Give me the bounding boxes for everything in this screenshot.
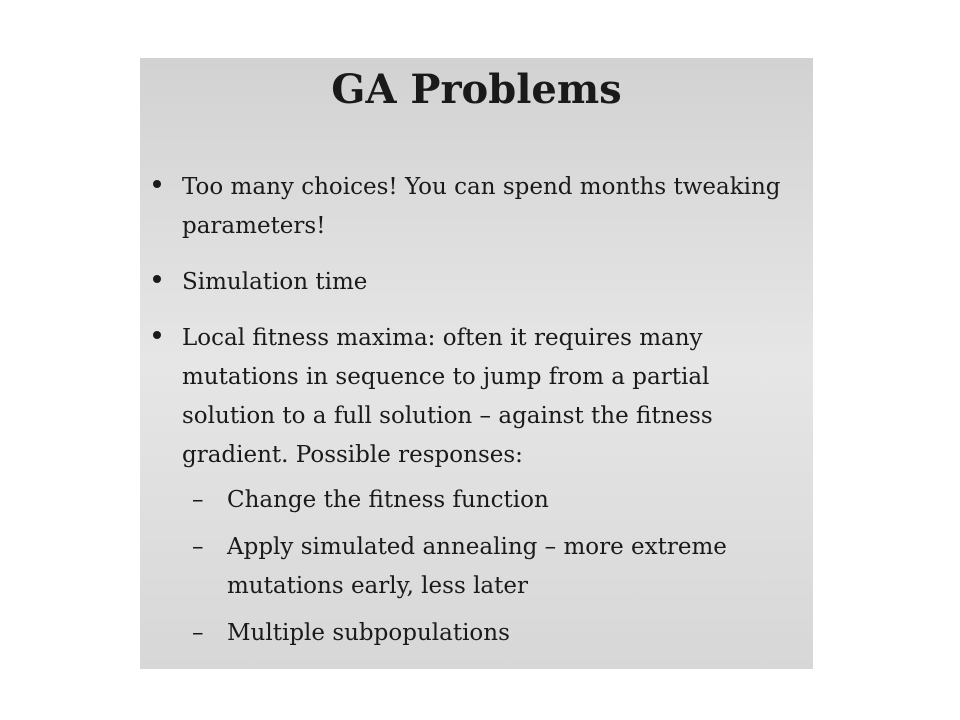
slide	[140, 58, 813, 669]
sub-bullet-item	[140, 614, 813, 653]
bullet-item	[140, 263, 813, 302]
sub-bullet-item	[140, 528, 813, 606]
sub-bullet-text: Change the fitness function	[227, 487, 549, 513]
sub-bullet-list	[140, 481, 813, 653]
sub-bullet-dash: –	[192, 534, 204, 560]
sub-bullet-text: Apply simulated annealing – more extreme mutations early, less later	[227, 534, 727, 599]
bullet-text: Too many choices! You can spend months tweaking parameters!	[182, 174, 781, 239]
sub-bullet-item	[140, 481, 813, 520]
sub-bullet-text: Multiple subpopulations	[227, 620, 510, 646]
bullet-dot-icon	[153, 331, 161, 339]
bullet-text: Local fitness maxima: often it requires many mutations in sequence to jump from a partial solution to a full solution – against the fitness gradient. Possible responses:	[182, 325, 713, 468]
bullet-list	[140, 168, 813, 669]
bullet-dot-icon	[153, 180, 161, 188]
sub-bullet-dash: –	[192, 620, 204, 646]
bullet-item	[140, 168, 813, 246]
bullet-dot-icon	[153, 275, 161, 283]
sub-bullet-dash: –	[192, 487, 204, 513]
bullet-item	[140, 319, 813, 653]
bullet-text: Simulation time	[182, 269, 368, 295]
slide-title: GA Problems	[331, 66, 622, 113]
